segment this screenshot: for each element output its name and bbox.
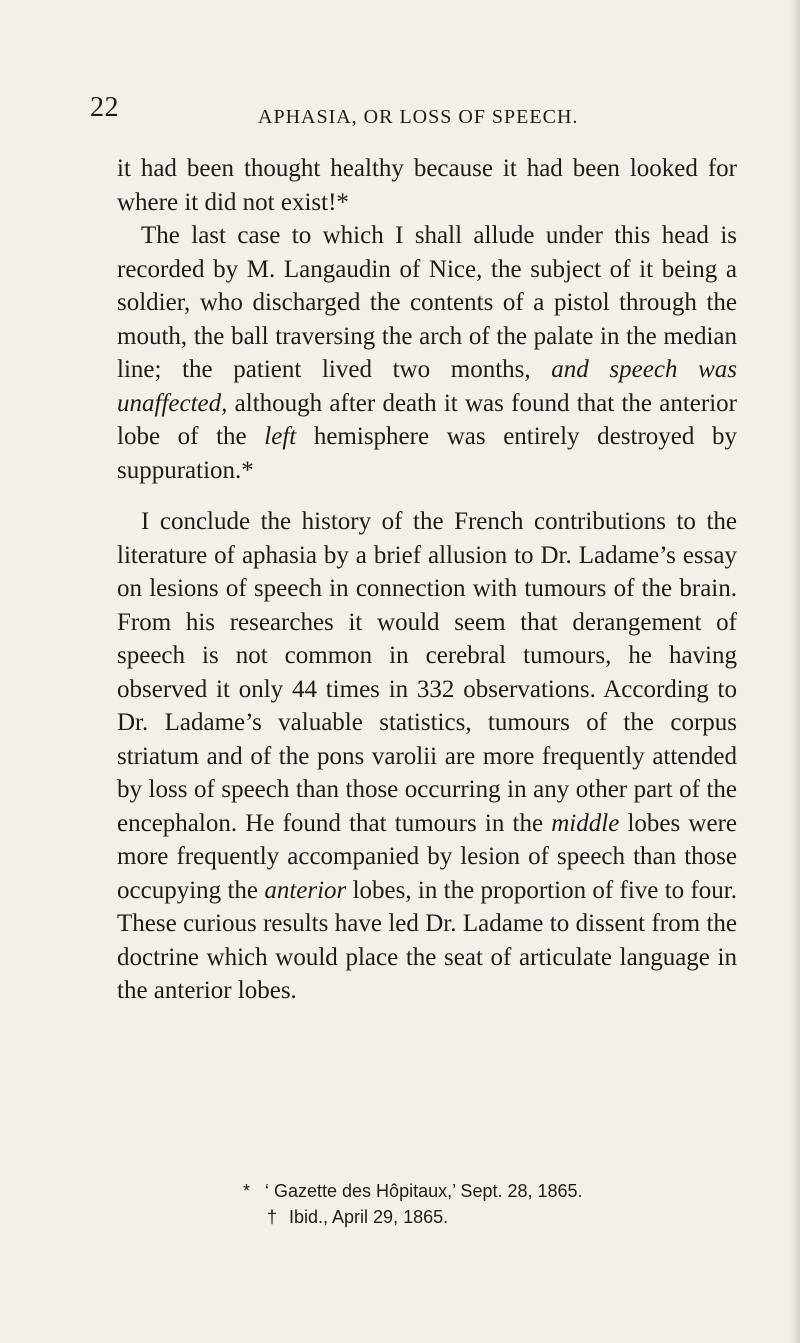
footnote-1-marker: * bbox=[243, 1181, 251, 1201]
footnote-2-text: Ibid., April 29, 1865. bbox=[289, 1207, 449, 1227]
paragraph-3-italic-b: anterior bbox=[264, 876, 347, 904]
paragraph-3-text-b: lobes were more frequently accompanied by lesion of speech than those occupying the bbox=[117, 809, 738, 904]
paragraph-3-text-c: lobes, in the proportion of five to four. These curious results have led Dr. Ladame to dissent from the doctrine which would place the seat of articulate language in the anterior lobes. bbox=[117, 876, 737, 1004]
paragraph-3 bbox=[117, 505, 737, 1008]
footnote-1-text: ‘ Gazette des Hôpitaux,’ Sept. 28, 1865. bbox=[265, 1181, 583, 1201]
footnote-2 bbox=[243, 1204, 583, 1230]
body-text bbox=[117, 152, 737, 1008]
paragraph-2-italic-b: left bbox=[264, 423, 297, 450]
running-head: APHASIA, OR LOSS OF SPEECH. bbox=[258, 106, 579, 128]
paragraph-2-italic-a: and speech was unaffected, bbox=[117, 356, 738, 417]
paragraph-2-text-b: although after death it was found that the anterior lobe of the bbox=[117, 389, 737, 450]
footnote-1 bbox=[243, 1178, 583, 1204]
paragraph-1-text: it had been thought healthy because it had been looked for where it did not exist!* bbox=[117, 155, 737, 216]
paragraph-2 bbox=[117, 219, 737, 487]
footnotes bbox=[243, 1178, 583, 1230]
footnote-2-marker: † bbox=[267, 1207, 278, 1227]
page-edge-shadow bbox=[790, 0, 800, 1343]
page-number: 22 bbox=[90, 92, 119, 123]
paragraph-gap bbox=[117, 487, 737, 505]
page-header bbox=[90, 92, 740, 140]
paragraph-3-text-a: I conclude the history of the French contributions to the literature of aphasia by a brief allusion to Dr. Ladame’s essay on lesions of speech in connection with tumours of the brain. From his researches it would seem that derangement of speech is not common in cerebral tumours, he having observed it only 44 times in 332 observations. According to Dr. Ladame’s valuable statistics, tumours of the corpus striatum and of the pons varolii are more frequently attended by loss of speech than those occurring in any other part of the encephalon. He found that tumours in the bbox=[117, 508, 737, 837]
paragraph-2-text-c: hemisphere was entirely destroyed by suppuration.* bbox=[117, 423, 737, 484]
paragraph-3-italic-a: middle bbox=[551, 809, 620, 837]
paragraph-1 bbox=[117, 152, 737, 219]
paragraph-2-text-a: The last case to which I shall allude under this head is recorded by M. Langaudin of Nice, the subject of it being a soldier, who discharged the contents of a pistol through the mouth, the ball traversing the arch of the palate in the median line; the patient lived two months, bbox=[117, 222, 737, 383]
